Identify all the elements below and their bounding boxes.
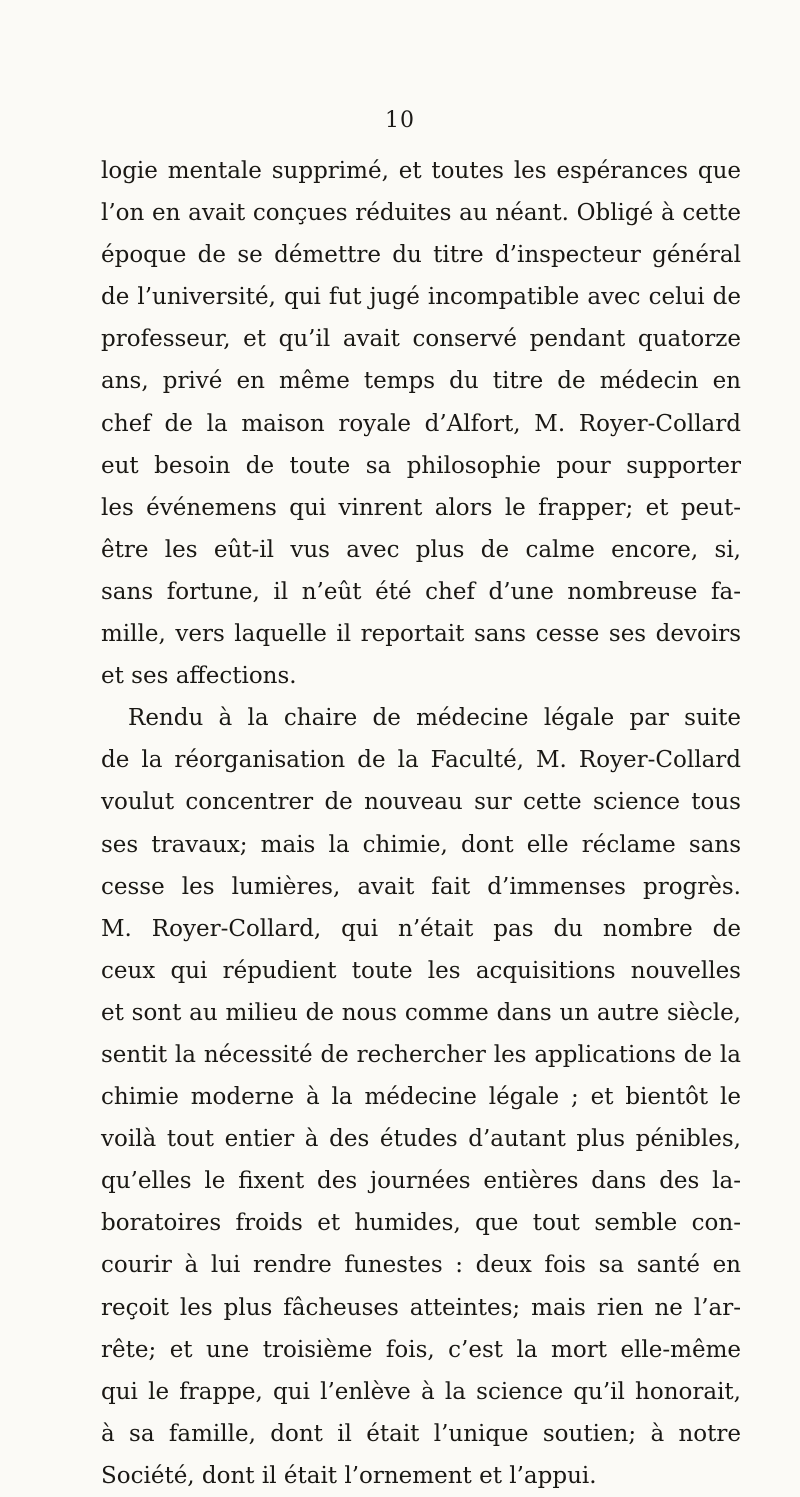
text-line: être les eût-il vus avec plus de calme encore, si, (101, 536, 741, 563)
text-line: professeur, et qu’il avait conservé pendant quatorze (101, 326, 741, 353)
text-line: voilà tout entier à des études d’autant plus pénibles, (101, 1126, 741, 1153)
text-line: l’on en avait conçues réduites au néant. Obligé à cette (101, 200, 741, 227)
text-line: ses travaux; mais la chimie, dont elle réclame sans (101, 831, 741, 858)
text-line: Société, dont il était l’ornement et l’appui. (101, 1462, 597, 1489)
text-line: de l’université, qui fut jugé incompatible avec celui de (101, 284, 741, 311)
text-line: ans, privé en même temps du titre de médecin en (101, 368, 741, 395)
text-line: et ses affections. (101, 663, 297, 690)
text-line: qui le frappe, qui l’enlève à la science qu’il honorait, (101, 1378, 741, 1405)
text-line: cesse les lumières, avait fait d’immenses progrès. (101, 873, 741, 900)
text-line: mille, vers laquelle il reportait sans cesse ses devoirs (101, 621, 741, 648)
text-line: M. Royer-Collard, qui n’était pas du nombre de (101, 915, 741, 942)
text-line: époque de se démettre du titre d’inspecteur général (101, 242, 741, 269)
text-line: sentit la nécessité de rechercher les applications de la (101, 1041, 741, 1068)
body-text (101, 150, 741, 1497)
text-line: ceux qui répudient toute les acquisitions nouvelles (101, 957, 741, 984)
text-line: Rendu à la chaire de médecine légale par suite (128, 705, 741, 732)
text-line: rête; et une troisième fois, c’est la mort elle-même (101, 1336, 741, 1363)
text-line: à sa famille, dont il était l’unique soutien; à notre (101, 1420, 741, 1447)
text-line: chef de la maison royale d’Alfort, M. Royer-Collard (101, 410, 741, 437)
text-line: logie mentale supprimé, et toutes les espérances que (101, 158, 741, 184)
text-line: sans fortune, il n’eût été chef d’une nombreuse fa- (101, 578, 741, 605)
text-line: boratoires froids et humides, que tout semble con- (101, 1210, 741, 1237)
text-line: chimie moderne à la médecine légale ; et bientôt le (101, 1084, 741, 1111)
text-line: voulut concentrer de nouveau sur cette science tous (101, 789, 741, 816)
text-line: eut besoin de toute sa philosophie pour supporter (101, 452, 741, 479)
text-line: courir à lui rendre funestes : deux fois sa santé en (101, 1252, 741, 1279)
page-number: 10 (385, 108, 415, 133)
text-line: reçoit les plus fâcheuses atteintes; mais rien ne l’ar- (101, 1294, 741, 1321)
text-line: de la réorganisation de la Faculté, M. Royer-Collard (101, 747, 741, 774)
text-line: les événemens qui vinrent alors le frapper; et peut- (101, 494, 741, 521)
text-line: qu’elles le fixent des journées entières dans des la- (101, 1168, 741, 1195)
text-line: et sont au milieu de nous comme dans un autre siècle, (101, 999, 741, 1026)
